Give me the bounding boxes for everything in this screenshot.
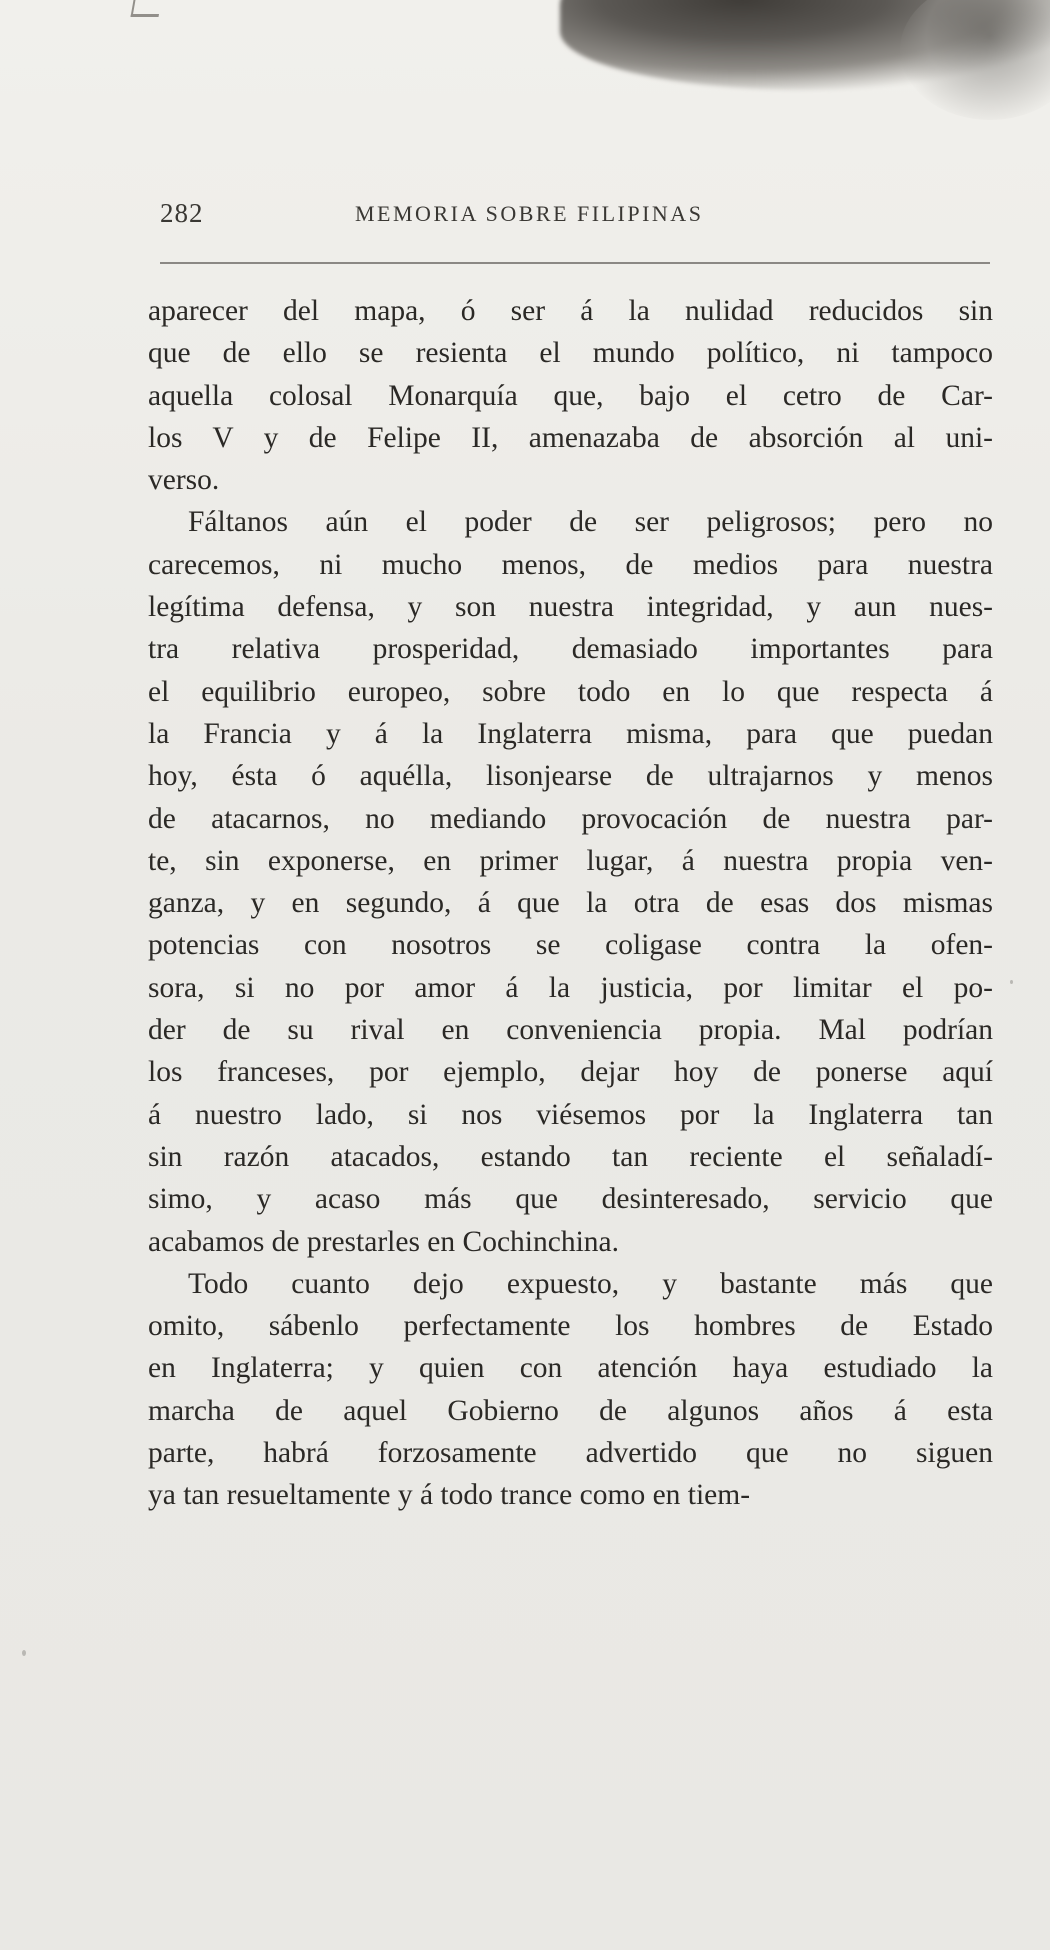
text-line: á nuestro lado, si nos viésemos por la Inglaterra tan (148, 1098, 993, 1131)
text-line: sin razón atacados, estando tan reciente el señaladí- (148, 1140, 993, 1173)
text-line: legítima defensa, y son nuestra integridad, y aun nues- (148, 591, 993, 624)
page-header (160, 198, 990, 230)
text-line: marcha de aquel Gobierno de algunos años á esta (148, 1394, 993, 1427)
text-line: aparecer del mapa, ó ser á la nulidad reducidos sin (148, 295, 993, 327)
text-line: la Francia y á la Inglaterra misma, para que puedan (148, 717, 993, 750)
text-line: omito, sábenlo perfectamente los hombres de Estado (148, 1310, 993, 1343)
text-line: ya tan resueltamente y á todo trance como en tiem- (148, 1479, 751, 1512)
text-line: ganza, y en segundo, á que la otra de esas dos mismas (148, 887, 993, 920)
text-line: de atacarnos, no mediando provocación de nuestra par- (148, 802, 993, 835)
text-line: simo, y acaso más que desinteresado, servicio que (148, 1183, 993, 1216)
running-title: MEMORIA SOBRE FILIPINAS (355, 201, 704, 226)
text-line: verso. (148, 464, 220, 497)
text-line: potencias con nosotros se coligase contra la ofen- (148, 929, 993, 962)
text-line: hoy, ésta ó aquélla, lisonjearse de ultrajarnos y menos (148, 760, 993, 793)
text-line: parte, habrá forzosamente advertido que no siguen (148, 1437, 993, 1470)
text-line: aquella colosal Monarquía que, bajo el cetro de Car- (148, 379, 993, 412)
text-line: carecemos, ni mucho menos, de medios para nuestra (148, 548, 993, 581)
body-text (148, 290, 993, 1517)
text-line: en Inglaterra; y quien con atención haya estudiado la (148, 1352, 993, 1385)
text-line: los V y de Felipe II, amenazaba de absorción al uni- (148, 421, 993, 454)
text-line: Fáltanos aún el poder de ser peligrosos; pero no (188, 506, 993, 539)
text-line: los franceses, por ejemplo, dejar hoy de ponerse aquí (148, 1056, 993, 1089)
page-stain-faint (900, 0, 1050, 120)
page-number: 282 (160, 198, 204, 228)
text-line: acabamos de prestarles en Cochinchina. (148, 1225, 619, 1258)
text-line: el equilibrio europeo, sobre todo en lo que respecta á (148, 675, 993, 708)
text-line: Todo cuanto dejo expuesto, y bastante más que (188, 1267, 993, 1300)
paper-speck (22, 1650, 26, 1656)
text-line: tra relativa prosperidad, demasiado importantes para (148, 633, 993, 666)
page-mark (131, 0, 162, 17)
header-rule (160, 262, 990, 264)
text-line: que de ello se resienta el mundo político, ni tampoco (148, 337, 993, 370)
text-line: sora, si no por amor á la justicia, por limitar el po- (148, 971, 993, 1004)
paper-speck (1010, 980, 1013, 984)
text-line: te, sin exponerse, en primer lugar, á nuestra propia ven- (148, 844, 993, 877)
text-line: der de su rival en conveniencia propia. Mal podrían (148, 1014, 993, 1047)
